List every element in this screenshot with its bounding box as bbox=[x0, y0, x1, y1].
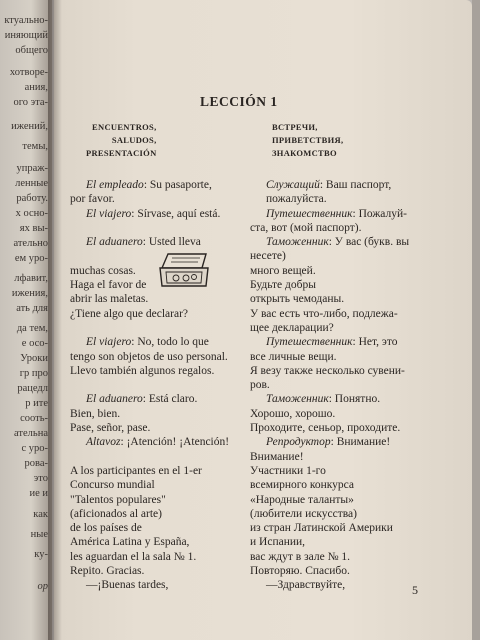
dialogue-line: Haga el favor de bbox=[70, 279, 147, 292]
speaker-name: El aduanero bbox=[86, 236, 143, 249]
speaker-name: Таможенник bbox=[266, 236, 329, 249]
header-line: ENCUENTROS, bbox=[92, 122, 157, 132]
dialogue-line: Повторяю. Спасибо. bbox=[250, 565, 350, 578]
dialogue-line: открыть чемоданы. bbox=[250, 293, 345, 306]
utterance: : ¡Atención! ¡Atención! bbox=[120, 436, 230, 449]
left-fragment: ательна bbox=[14, 428, 48, 439]
left-fragment: х осно- bbox=[15, 208, 48, 219]
speaker-name: El empleado bbox=[86, 179, 144, 191]
left-fragment: ку- bbox=[34, 549, 48, 560]
left-fragment: ого эта- bbox=[13, 97, 48, 108]
dialogue-line: Concurso mundial bbox=[70, 479, 155, 492]
utterance: : Su pasaporte, bbox=[143, 179, 212, 191]
dialogue-line: muchas cosas. bbox=[70, 264, 136, 277]
left-fragment: рацедл bbox=[17, 383, 48, 394]
left-fragment: работу. bbox=[16, 193, 48, 204]
left-fragment: сооть- bbox=[20, 413, 48, 424]
utterance: : У вас (букв. вы bbox=[328, 236, 410, 249]
left-fragment: лфавит, bbox=[14, 273, 48, 284]
dialogue-line: несете) bbox=[250, 250, 286, 263]
left-fragment: как bbox=[33, 509, 48, 520]
dialogue-line: les aguardan el la sala № 1. bbox=[70, 550, 197, 563]
dialogue-line: много вещей. bbox=[250, 264, 316, 277]
dialogue-line bbox=[250, 178, 409, 192]
dialogue-line: abrir las maletas. bbox=[70, 293, 149, 306]
lesson-title: LECCIÓN 1 bbox=[200, 94, 278, 109]
left-fragment: р ите bbox=[25, 398, 48, 409]
dialogue-line: ¿Tiene algo que declarar? bbox=[70, 307, 189, 320]
left-fragment: ктуально- bbox=[4, 15, 48, 26]
dialogue-line: Внимание! bbox=[250, 450, 304, 463]
dialogue-line: щее декларации? bbox=[250, 321, 334, 334]
left-fragment: иняющий bbox=[4, 30, 48, 41]
utterance: : Ваш паспорт, bbox=[319, 179, 392, 191]
left-fragment: ижения, bbox=[11, 288, 48, 299]
speaker-name: El aduanero bbox=[86, 393, 143, 406]
dialogue-line: всемирного конкурса bbox=[250, 479, 355, 492]
left-fragment: ные bbox=[30, 529, 48, 540]
left-fragment: это bbox=[33, 473, 48, 484]
left-fragment: ленные bbox=[15, 178, 48, 189]
dialogue-line: de los países de bbox=[70, 522, 142, 535]
dialogue-line bbox=[70, 235, 229, 249]
page-edge-background bbox=[472, 0, 480, 640]
left-fragment: да тем, bbox=[16, 323, 48, 334]
dialogue-line: A los participantes en el 1-er bbox=[70, 464, 202, 477]
left-fragment: общего bbox=[15, 45, 48, 56]
dialogue-line: «Народные таланты» bbox=[250, 493, 354, 506]
left-fragment: упраж- bbox=[16, 163, 48, 174]
dialogue-line: Pase, señor, pase. bbox=[70, 422, 151, 435]
dialogue-line: Я везу также несколько сувени- bbox=[250, 364, 405, 377]
section-header-spanish bbox=[86, 121, 157, 160]
header-line: ЗНАКОМСТВО bbox=[272, 148, 337, 158]
left-fragment: ать для bbox=[16, 303, 48, 314]
left-fragment: ях вы- bbox=[19, 223, 48, 234]
utterance: : No, todo lo que bbox=[131, 336, 209, 349]
previous-page-edge bbox=[0, 0, 52, 640]
left-fragment: ания, bbox=[24, 82, 48, 93]
dialogue-line: все личные вещи. bbox=[250, 350, 337, 363]
utterance: : Внимание! bbox=[330, 436, 391, 449]
dialogue-line: и Испании, bbox=[250, 536, 306, 549]
dialogue-line: América Latina y España, bbox=[70, 536, 190, 549]
dialogue-line: пожалуйста. bbox=[266, 193, 327, 206]
left-fragment: ем уро- bbox=[14, 253, 48, 264]
dialogue-line: вас ждут в зале № 1. bbox=[250, 550, 351, 563]
left-fragment: ор bbox=[37, 581, 48, 592]
russian-column bbox=[250, 178, 409, 593]
utterance: : Пожалуй- bbox=[352, 207, 407, 220]
speaker-name: Путешественник bbox=[266, 336, 353, 349]
open-suitcase-icon bbox=[156, 250, 214, 290]
dialogue-line: Repito. Gracias. bbox=[70, 565, 145, 578]
dialogue-line bbox=[250, 335, 409, 349]
left-fragment: хотворе- bbox=[9, 67, 48, 78]
left-fragment: с уро- bbox=[21, 443, 48, 454]
dialogue-line: tengo son objetos de uso personal. bbox=[70, 350, 228, 363]
left-fragment: ательно bbox=[13, 238, 48, 249]
book-page bbox=[54, 0, 472, 640]
utterance: : Sírvase, aquí está. bbox=[131, 207, 221, 220]
speaker-name: Путешественник bbox=[266, 207, 353, 220]
dialogue-line bbox=[250, 392, 409, 406]
left-fragment: темы, bbox=[22, 141, 48, 152]
left-fragment: ие и bbox=[29, 488, 48, 499]
dialogue-line: Участники 1-го bbox=[250, 464, 326, 477]
left-fragment: ижений, bbox=[11, 121, 48, 132]
header-line: PRESENTACIÓN bbox=[86, 148, 157, 158]
dialogue-line: ста, вот (мой паспорт). bbox=[250, 221, 362, 234]
dialogue-line: (любители искусства) bbox=[250, 507, 357, 520]
dialogue-line bbox=[250, 435, 409, 449]
header-line: ПРИВЕТСТВИЯ, bbox=[272, 135, 344, 145]
header-line: SALUDOS, bbox=[111, 135, 157, 145]
dialogue-line: (aficionados al arte) bbox=[70, 507, 162, 520]
dialogue-line: por favor. bbox=[70, 193, 115, 206]
section-header-russian bbox=[272, 121, 343, 160]
utterance: : Está claro. bbox=[142, 393, 198, 406]
dialogue-line bbox=[70, 435, 229, 449]
dialogue-line: Проходите, сеньор, проходите. bbox=[250, 422, 401, 435]
dialogue-line: Llevo también algunos regalos. bbox=[70, 364, 215, 377]
dialogue-line bbox=[70, 335, 229, 349]
left-fragment: е осо- bbox=[21, 338, 48, 349]
dialogue-line bbox=[70, 178, 229, 192]
dialogue-line bbox=[250, 207, 409, 221]
dialogue-line bbox=[70, 392, 229, 406]
left-fragment: Уроки bbox=[20, 353, 48, 364]
dialogue-line: Будьте добры bbox=[250, 279, 316, 292]
header-line: ВСТРЕЧИ, bbox=[272, 122, 318, 132]
speaker-name: El viajero bbox=[86, 207, 132, 220]
left-fragment: рова- bbox=[24, 458, 48, 469]
left-fragment: гр про bbox=[19, 368, 48, 379]
speaker-name: Репродуктор bbox=[266, 436, 331, 449]
speaker-name: El viajero bbox=[86, 336, 132, 349]
dialogue-line: Хорошо, хорошо. bbox=[250, 407, 336, 420]
utterance: : Понятно. bbox=[328, 393, 381, 406]
speaker-name: Таможенник bbox=[266, 393, 329, 406]
speaker-name: Altavoz bbox=[86, 436, 121, 449]
spanish-column bbox=[70, 178, 229, 593]
spine-shadow bbox=[48, 0, 62, 640]
dialogue-line: ров. bbox=[250, 379, 270, 392]
dialogue-line bbox=[250, 235, 409, 249]
dialogue-line: —Здравствуйте, bbox=[266, 579, 346, 592]
utterance: : Usted lleva bbox=[142, 236, 201, 249]
speaker-name: Служащий bbox=[266, 179, 320, 191]
dialogue-line: —¡Buenas tardes, bbox=[86, 579, 169, 592]
dialogue-line: из стран Латинской Америки bbox=[250, 522, 393, 535]
dialogue-line bbox=[70, 207, 229, 221]
dialogue-line: "Talentos populares" bbox=[70, 493, 166, 506]
dialogue-line: У вас есть что-либо, подлежа- bbox=[250, 307, 398, 320]
utterance: : Нет, это bbox=[352, 336, 398, 349]
dialogue-line: Bien, bien. bbox=[70, 407, 121, 420]
page-number: 5 bbox=[412, 583, 418, 597]
